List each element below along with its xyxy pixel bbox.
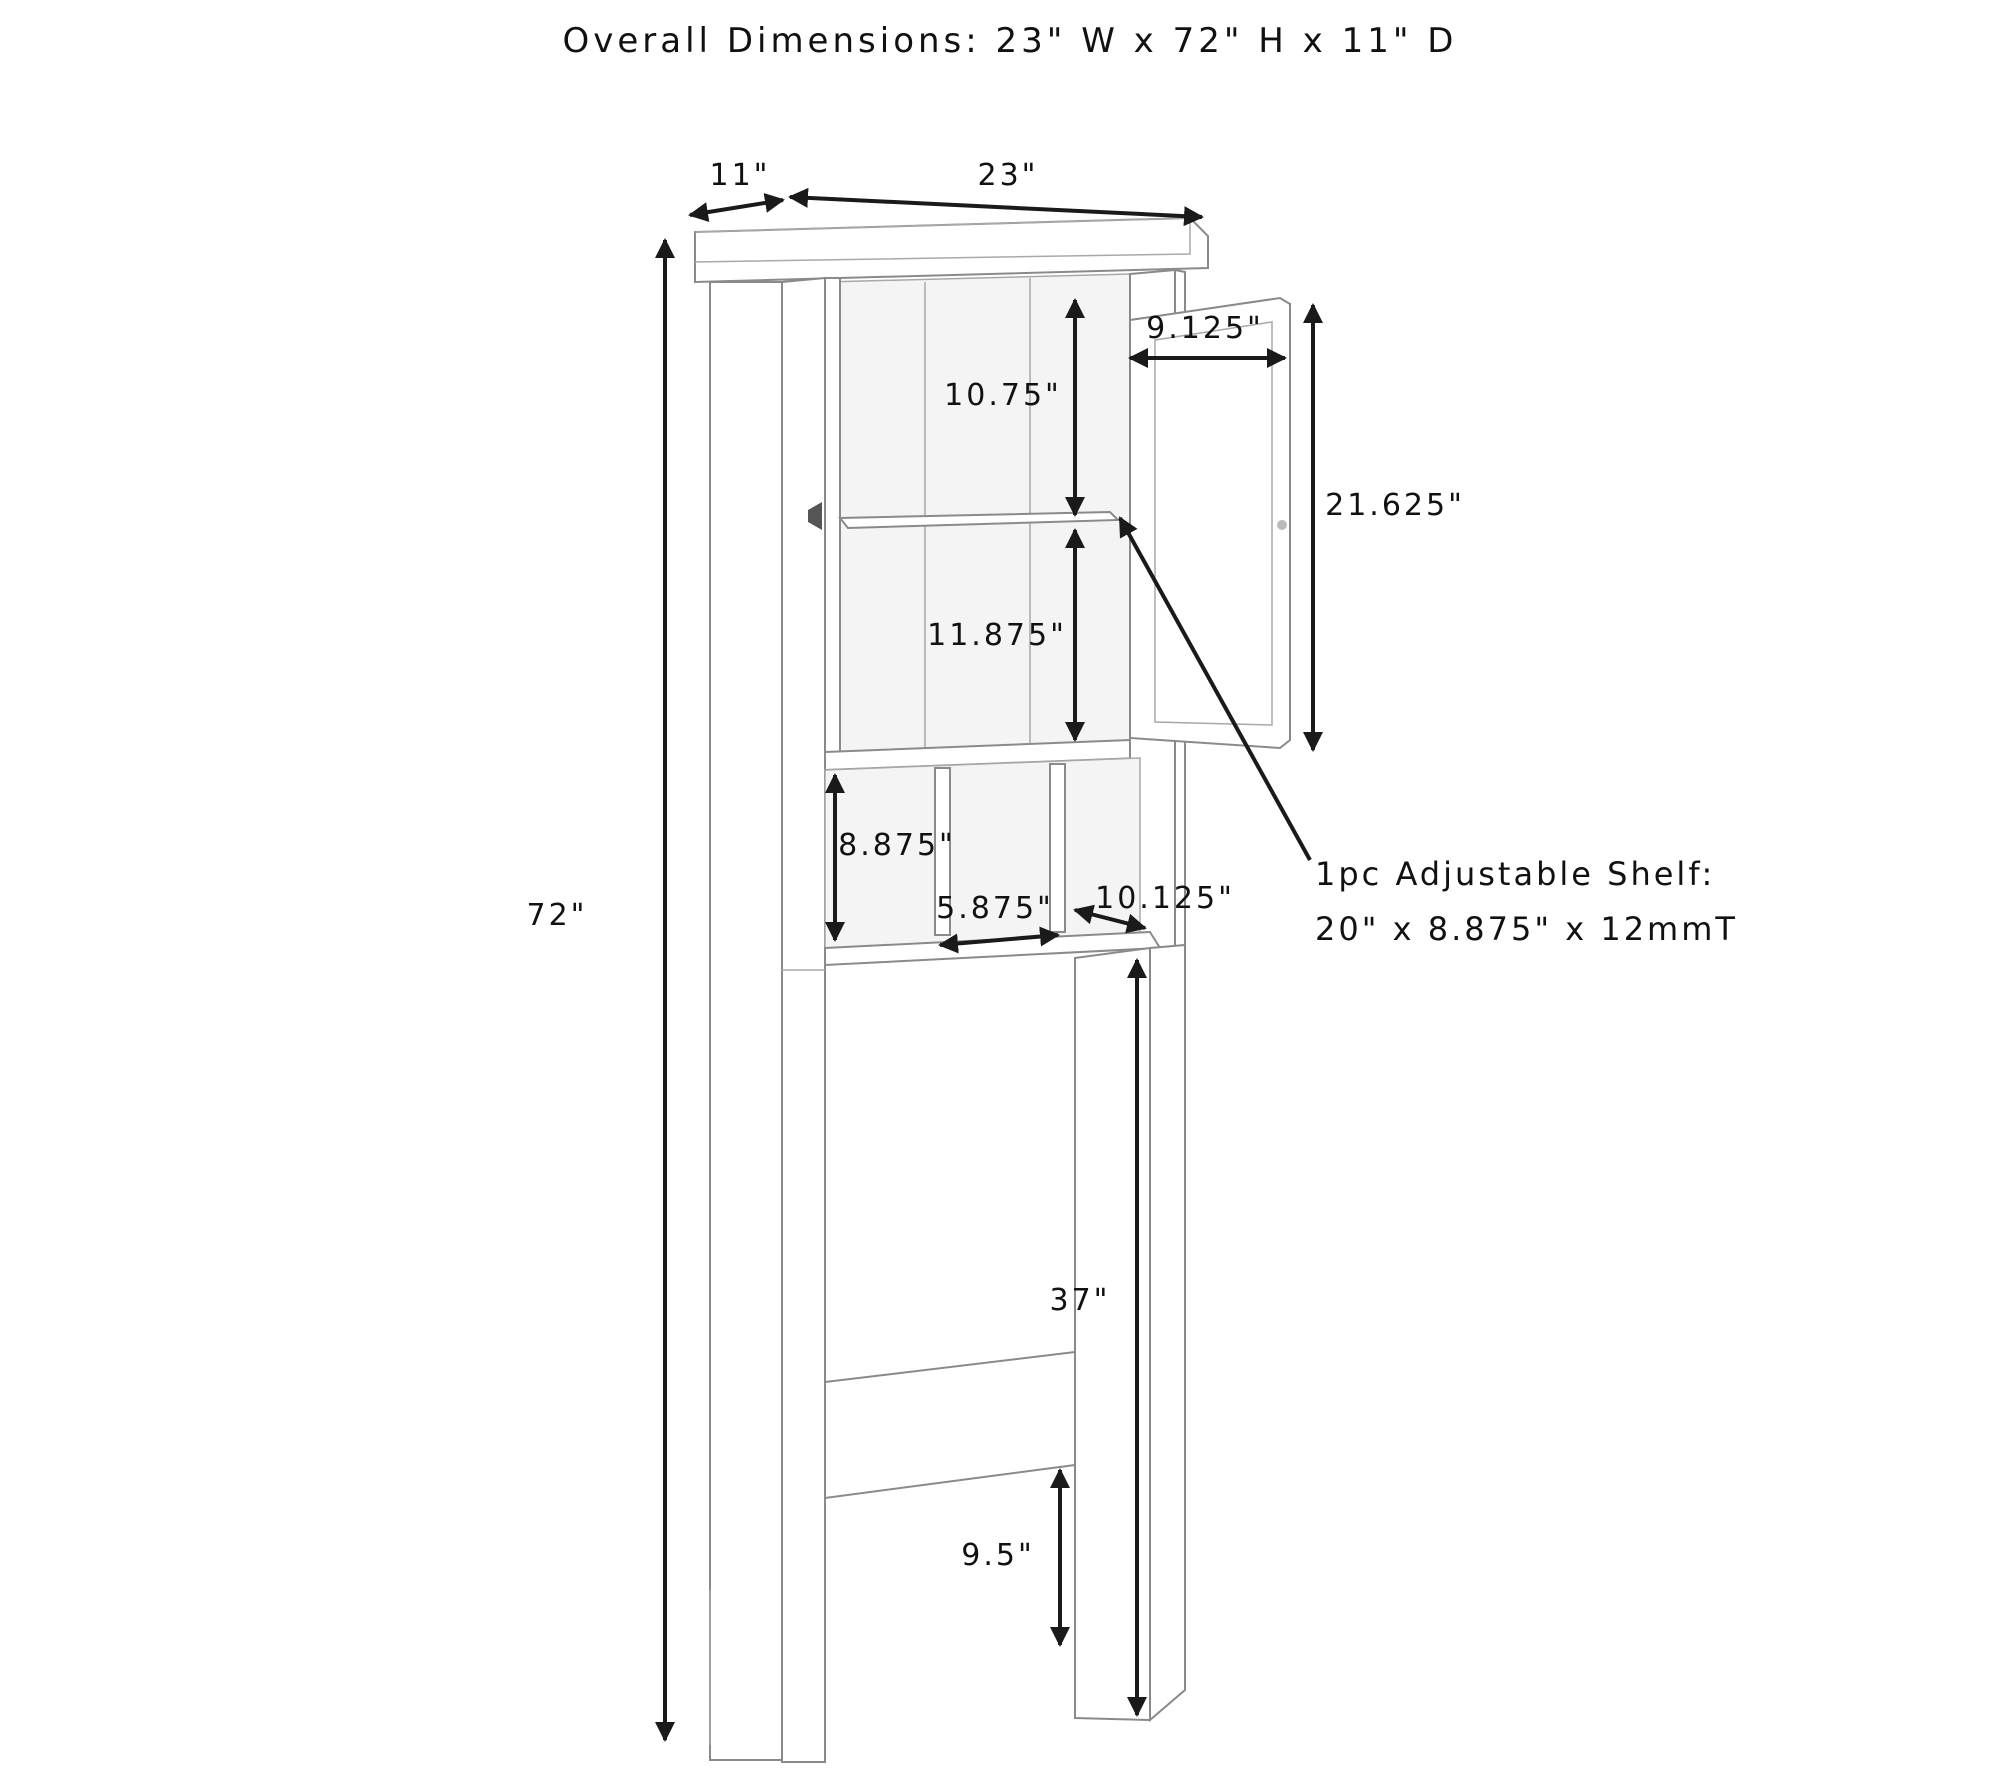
shelf-note-line2: 20" x 8.875" x 12mmT	[1315, 910, 1738, 948]
cubby-side-width-label: 10.125"	[1095, 881, 1235, 916]
shelf-note	[1315, 855, 1738, 948]
depth-arrow	[690, 200, 783, 215]
stretcher-height-label: 9.5"	[961, 1538, 1035, 1573]
upper-compartment-label: 10.75"	[944, 378, 1062, 413]
height-label: 72"	[526, 898, 588, 933]
left-side-panel	[710, 282, 782, 1760]
shelf-note-line1: 1pc Adjustable Shelf:	[1315, 855, 1716, 893]
cubby-height-label: 8.875"	[838, 828, 956, 863]
cubby-center-width-label: 5.875"	[936, 891, 1054, 926]
overall-dimensions-title: Overall Dimensions: 23" W x 72" H x 11" D	[562, 21, 1458, 61]
lower-compartment-label: 11.875"	[927, 618, 1067, 653]
width-label: 23"	[977, 158, 1039, 193]
clearance-height-label: 37"	[1049, 1283, 1111, 1318]
lower-stretcher	[825, 1352, 1075, 1498]
cabinet-illustration	[695, 218, 1290, 1762]
door-width-label: 9.125"	[1146, 311, 1264, 346]
depth-label: 11"	[709, 158, 771, 193]
top-cap	[695, 218, 1208, 282]
door-height-label: 21.625"	[1325, 488, 1465, 523]
width-arrow	[790, 197, 1202, 217]
